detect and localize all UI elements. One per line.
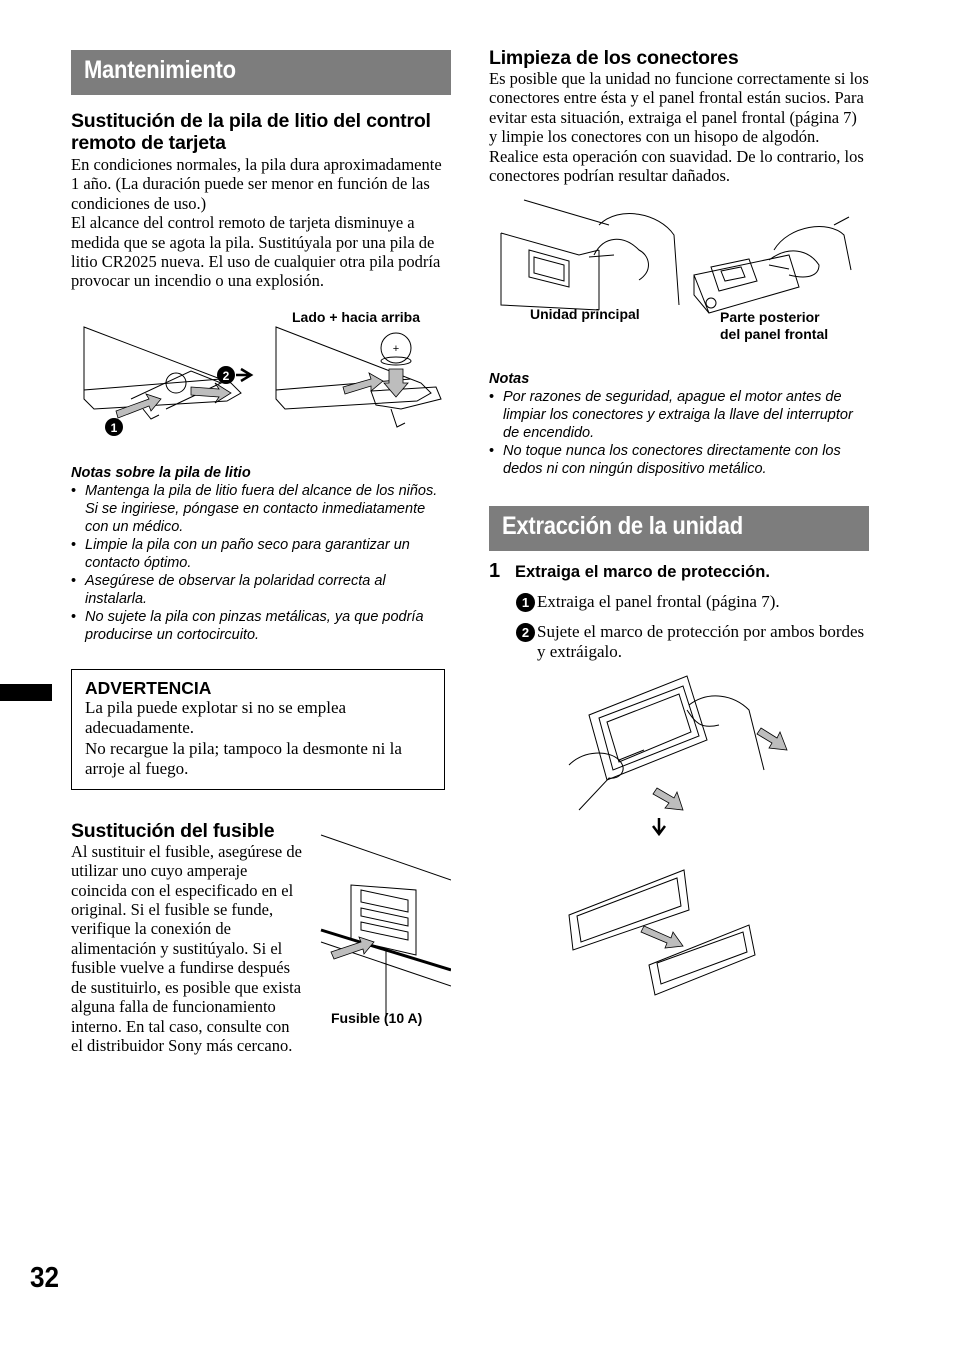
note-item: • No toque nunca los conectores directamente con los dedos ni con ningún dispositivo metálico.	[489, 442, 869, 478]
fuse-illustration	[316, 830, 451, 1020]
warning-line-2: No recargue la pila; tampoco la desmonte ni la arroje al fuego.	[85, 738, 402, 779]
battery-note-item: • Asegúrese de observar la polaridad correcta al instalarla.	[71, 572, 451, 608]
battery-plus-sign: +	[392, 342, 400, 355]
fuse-paragraph: Al sustituir el fusible, asegúrese de utilizar uno cuyo amperaje coincida con el especificado en el original. Si el fusible se funde, verifique la conexión de alimentación y sustitúyalo. Si el fusible vuelve a fundirse después de sustituirlo, es posible que exista alguna falla de funcionamiento interno. En tal caso, consulte con el distribuidor Sony más cercano.	[71, 841, 302, 1055]
left-column	[71, 50, 451, 1055]
step-number: 1	[489, 560, 501, 583]
substep-1-text: Extraiga el panel frontal (página 7).	[537, 592, 780, 612]
step-1-number: 1	[110, 420, 118, 435]
frame-removal-illustration	[559, 670, 879, 1015]
down-arrow-icon	[384, 369, 408, 397]
fuse-heading: Sustitución del fusible	[71, 819, 275, 842]
substep-1	[489, 592, 869, 612]
battery-figure	[71, 291, 451, 461]
notes-list	[489, 388, 869, 478]
down-arrow-icon	[653, 818, 665, 834]
note-item: • Por razones de seguridad, apague el motor antes de limpiar los conectores y extraiga la llave del interruptor de encendido.	[489, 388, 869, 442]
push-arrow-icon	[116, 394, 161, 418]
battery-figure-caption: Lado + hacia arriba	[292, 308, 420, 325]
section-banner-mantenimiento: Mantenimiento	[71, 50, 451, 95]
battery-replacement-illustration	[71, 291, 451, 461]
warning-box	[71, 669, 445, 790]
section-banner-extraccion: Extracción de la unidad	[489, 506, 869, 551]
pull-arrow-right-icon	[757, 728, 787, 750]
connectors-heading: Limpieza de los conectores	[489, 47, 739, 69]
battery-note-item: • No sujete la pila con pinzas metálicas, ya que podría producirse un cortocircuito.	[71, 608, 451, 644]
battery-notes-list	[71, 482, 451, 644]
battery-paragraph-1: En condiciones normales, la pila dura aproximadamente 1 año. (La duración puede ser menor en función de las condiciones de uso.)	[71, 155, 442, 213]
right-arrow-icon	[236, 369, 251, 381]
frame-removal-figure	[489, 670, 869, 1015]
fuse-caption: Fusible (10 A)	[331, 1009, 423, 1026]
notes-title: Notas	[489, 371, 530, 388]
battery-note-item: • Limpie la pila con un paño seco para garantizar un contacto óptimo.	[71, 536, 451, 572]
page-number: 32	[30, 1262, 60, 1294]
front-panel-back-caption	[720, 309, 828, 343]
step-text: Extraiga el marco de protección.	[515, 563, 770, 582]
main-unit-caption: Unidad principal	[530, 306, 640, 323]
right-column	[489, 47, 869, 1015]
substep-2	[489, 622, 869, 662]
step-2-number: 2	[222, 368, 230, 383]
warning-line-1: La pila puede explotar si no se emplea adecuadamente.	[85, 697, 347, 738]
warning-title: ADVERTENCIA	[85, 677, 212, 698]
battery-paragraph-2: El alcance del control remoto de tarjeta disminuye a medida que se agota la pila. Sustitúyala por una pila de litio CR2025 nueva. El uso de cualquier otra pila podría provocar un incendio o una explosión.	[71, 213, 441, 291]
step-1	[489, 560, 869, 583]
front-panel-back-caption-line-1: Parte posterior	[720, 309, 820, 326]
substep-1-circle-icon: 1	[516, 593, 535, 612]
battery-heading: Sustitución de la pila de litio del control remoto de tarjeta	[71, 110, 431, 154]
slide-out-arrow-icon	[641, 926, 683, 948]
connectors-figure	[489, 185, 869, 370]
battery-notes-title: Notas sobre la pila de litio	[71, 464, 251, 481]
remove-tray-arrow-icon	[191, 383, 231, 403]
fuse-section	[71, 820, 451, 1055]
side-tab-marker	[0, 684, 52, 701]
front-panel-back-caption-line-2: del panel frontal	[720, 326, 829, 343]
pull-arrow-left-icon	[653, 788, 683, 810]
substep-2-text: Sujete el marco de protección por ambos bordes y extráigalo.	[537, 622, 865, 662]
connectors-paragraph: Es posible que la unidad no funcione correctamente si los conectores entre ésta y el panel frontal están sucios. Para evitar esta situación, extraiga el panel frontal (página 7) y limpie los conectores con un hisopo de algodón. Realice esta operación con suavidad. De lo contrario, los conectores podrían resultar dañados.	[489, 69, 869, 186]
battery-note-item: • Mantenga la pila de litio fuera del alcance de los niños. Si se ingiriese, póngase en contacto inmediatamente con un médico.	[71, 482, 451, 536]
substep-2-circle-icon: 2	[516, 623, 535, 642]
